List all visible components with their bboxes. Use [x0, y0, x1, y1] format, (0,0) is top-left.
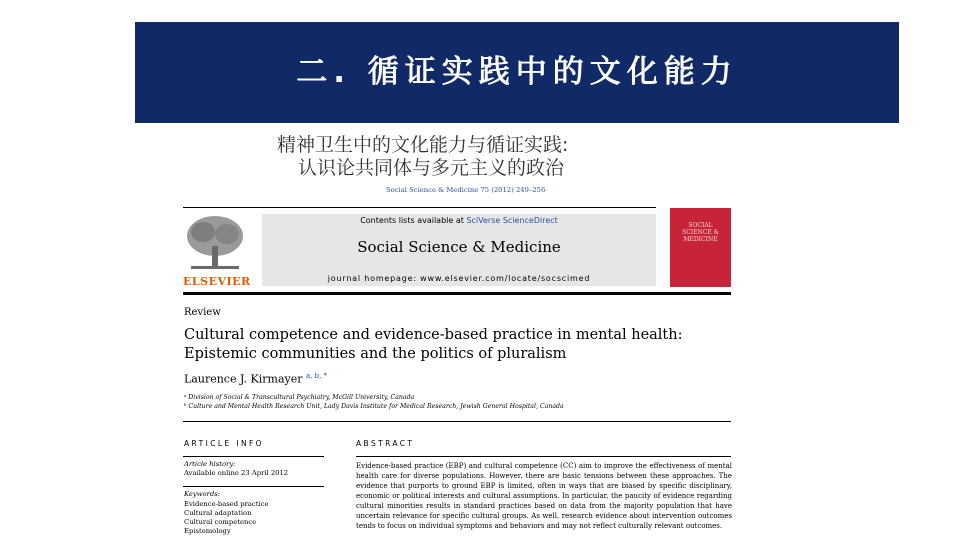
journal-header-box — [262, 214, 656, 286]
article-title: Cultural competence and evidence-based practice in mental health: Epistemic communities and the politics of pluralism — [184, 327, 683, 362]
slide-title: 二. 循证实践中的文化能力 — [296, 54, 738, 90]
keyword-item: Cultural adaptation — [184, 509, 252, 517]
keyword-item: Evidence-based practice — [184, 500, 269, 508]
article-info-rule — [183, 456, 324, 457]
history-label: Article history: — [184, 460, 236, 468]
cover-text: SOCIAL SCIENCE & MEDICINE — [682, 222, 719, 243]
abstract-heading: ABSTRACT — [356, 439, 415, 448]
keywords-rule — [183, 486, 324, 487]
keyword-item: Cultural competence — [184, 518, 257, 526]
journal-homepage[interactable]: journal homepage: www.elsevier.com/locate/socscimed — [327, 274, 591, 283]
elsevier-wordmark: ELSEVIER — [183, 275, 251, 288]
sciencedirect-link[interactable]: SciVerse ScienceDirect — [466, 216, 558, 225]
article-info-heading: ARTICLE INFO — [184, 439, 264, 448]
article-type: Review — [184, 307, 221, 318]
contents-prefix: Contents lists available at — [360, 216, 467, 225]
keyword-item: Epistemology — [184, 527, 231, 535]
journal-title: Social Science & Medicine — [357, 238, 561, 256]
journal-cover — [670, 208, 731, 287]
affiliation-a: ᵃ Division of Social & Transcultural Psychiatry, McGill University, Canada — [184, 394, 415, 401]
abstract-rule — [356, 456, 731, 457]
journal-citation[interactable]: Social Science & Medicine 75 (2012) 249–256 — [386, 186, 546, 194]
contents-line — [262, 216, 656, 225]
history-value: Available online 23 April 2012 — [184, 469, 289, 477]
keywords-label: Keywords: — [184, 490, 221, 498]
header-rule — [183, 207, 656, 208]
chinese-title-line1: 精神卫生中的文化能力与循证实践: — [277, 134, 569, 156]
section-rule — [183, 421, 731, 422]
author-name: Laurence J. Kirmayer — [184, 372, 303, 386]
author — [184, 372, 327, 386]
affiliation-b: ᵇ Culture and Mental Health Research Unit, Lady Davis Institute for Medical Research, Jewish General Hospital, Canada — [184, 403, 564, 410]
author-affiliation-marks[interactable]: a, b, * — [305, 372, 328, 380]
title-banner — [135, 22, 899, 123]
header-thick-rule — [183, 292, 731, 295]
abstract-text: Evidence-based practice (EBP) and cultural competence (CC) aim to improve the effectiveness of mental health care for diverse populations. However, there are basic tensions between these approaches. The evidence that purports to ground EBP is limited, often in ways that are biased by specific disciplinary, economic or political interests and cultural assumptions. In particular, the paucity of evidence regarding cultural minorities results in standard practices based on data from the majority population that have uncertain relevance for specific cultural groups. As well, research evidence about intervention outcomes tends to focus on individual symptoms and behaviors and may not reflect culturally relevant outcomes. — [356, 462, 732, 530]
chinese-title-line2: 认识论共同体与多元主义的政治 — [298, 157, 565, 179]
